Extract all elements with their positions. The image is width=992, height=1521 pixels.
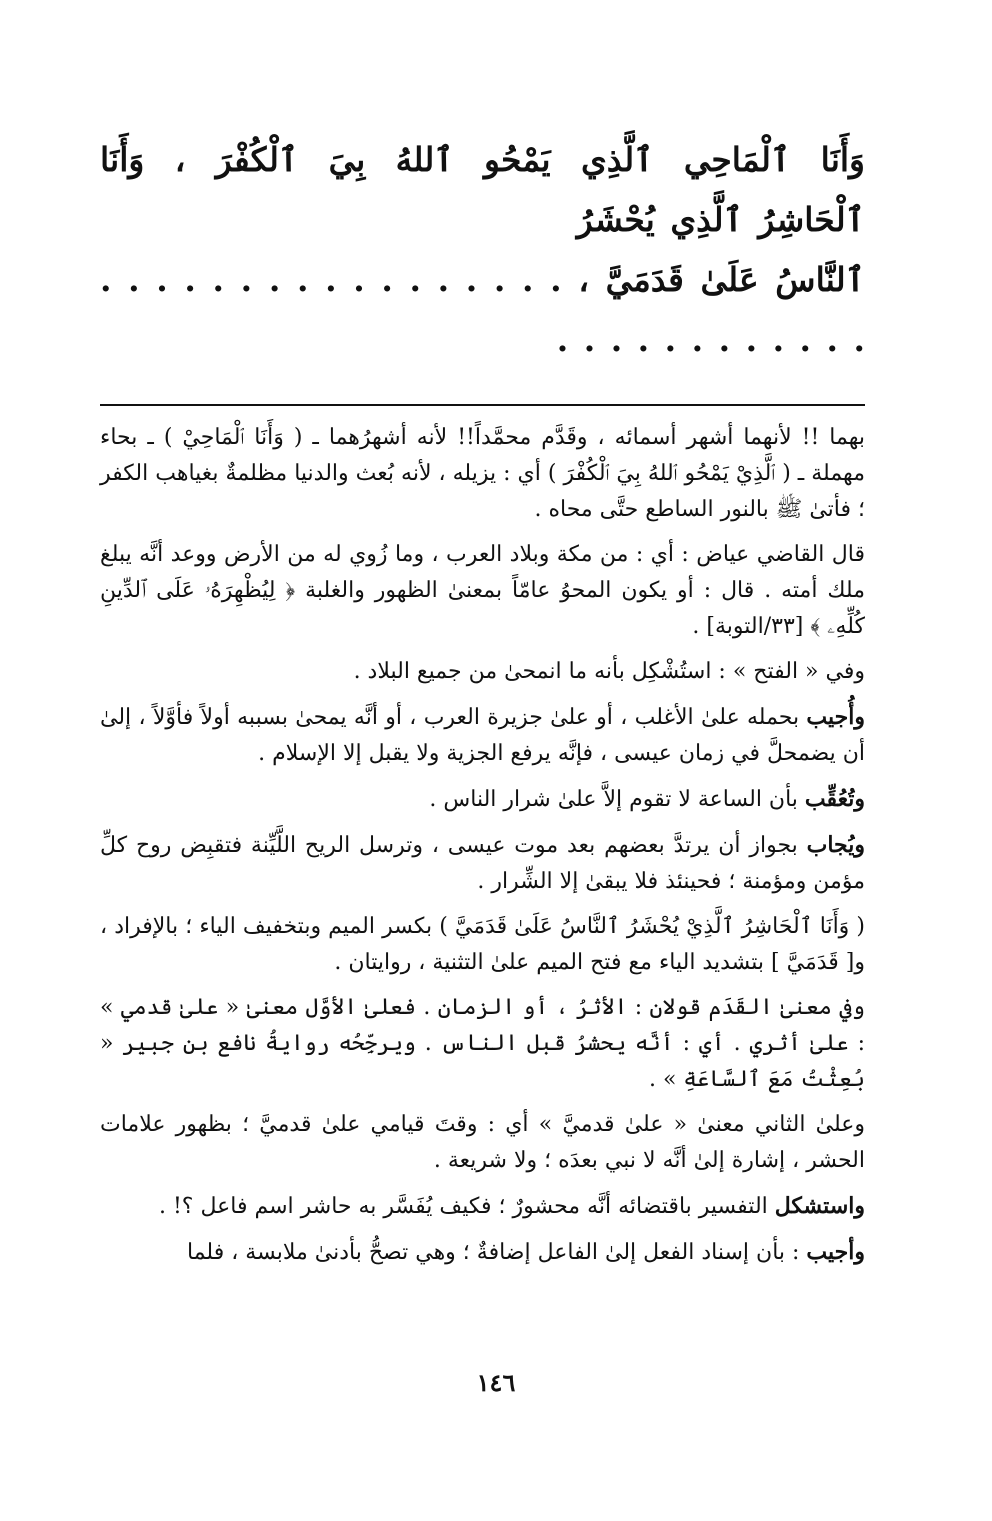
- paragraph-lead: ويُجاب: [806, 832, 865, 858]
- paragraph-text: وعلىٰ الثاني معنىٰ « علىٰ قدميَّ » أي : وقتَ قيامي علىٰ قدميَّ ؛ بظهور علامات الحشر ، إشارة إلىٰ أنَّه لا نبي بعدَه ؛ ولا شريعة .: [100, 1112, 865, 1173]
- paragraph-text: وفي معنىٰ القَدَم قولان : الأثرُ ، أو الزمان . فعلىٰ الأوَّل معنىٰ « علىٰ قدمي » : علىٰ أثري . أي : أنَّه يحشرُ قبل الناس . ويرجِّحُه روايةُ نافع بن جبير « بُعِثْتُ مَعَ ٱلسَّاعَةِ » .: [100, 995, 865, 1092]
- page-body: [100, 130, 865, 1280]
- footnote-divider: [100, 404, 865, 406]
- commentary-paragraph: [100, 1107, 865, 1179]
- commentary-paragraph: [100, 781, 865, 818]
- paragraph-text: التفسير باقتضائه أنَّه محشورٌ ؛ فكيف يُفَسَّر به حاشر اسم فاعل ؟! .: [158, 1194, 775, 1219]
- hadith-line-2: ٱلنَّاسُ عَلَىٰ قَدَمَيَّ ، . . . . . . . . . . . . . . . . . . . . . . . . . . . . .: [100, 260, 865, 359]
- commentary-paragraph: [100, 420, 865, 528]
- commentary-paragraph: [100, 654, 865, 690]
- paragraph-lead: وتُعُقِّب: [804, 786, 865, 812]
- paragraph-text: وفي « الفتح » : استُشْكِل بأنه ما انمحىٰ من جميع البلاد .: [353, 659, 865, 684]
- paragraph-lead: واستشكل: [774, 1193, 865, 1219]
- commentary: [100, 420, 865, 1271]
- paragraph-text: بجواز أن يرتدَّ بعضهم بعد موت عيسى ، وترسل الريح اللَّيِّنة فتقبِض روح كلِّ مؤمن ومؤمنة ؛ فحينئذ فلا يبقىٰ إلا الشِّرار .: [100, 833, 865, 894]
- commentary-paragraph: [100, 990, 865, 1098]
- hadith-text: [100, 130, 865, 370]
- paragraph-text: بأن الساعة لا تقوم إلاَّ علىٰ شرار الناس .: [429, 787, 805, 812]
- commentary-paragraph: [100, 1234, 865, 1271]
- paragraph-text: قال القاضي عياض : أي : من مكة وبلاد العرب ، وما زُوي له من الأرض ووعد أنَّه يبلغ ملك أمته . قال : أو يكون المحوُ عامّاً بمعنىٰ الظهور والغلبة ﴿ لِيُظْهِرَهُۥ عَلَى ٱلدِّينِ كُلِّهِۦ ﴾ [٣٣/التوبة] .: [100, 542, 865, 639]
- paragraph-text: بهما !! لأنهما أشهر أسمائه ، وقَدَّم محمَّداً!! لأنه أشهرُهما ـ ( وَأَنَا ٱلْمَاحِيْ ) ـ بحاء مهملة ـ ( ٱلَّذِيْ يَمْحُو ٱللهُ بِيَ ٱلْكُفْرَ ) أي : يزيله ، لأنه بُعث والدنيا مظلمةٌ بغياهب الكفر ؛ فأتىٰ ﷺ بالنور الساطع حتَّى محاه .: [100, 425, 865, 522]
- commentary-paragraph: [100, 909, 865, 981]
- commentary-paragraph: [100, 699, 865, 772]
- commentary-paragraph: [100, 1188, 865, 1225]
- paragraph-text: بحمله علىٰ الأغلب ، أو علىٰ جزيرة العرب ، أو أنَّه يمحىٰ بسببه أولاً فأوَّلاً ، إلىٰ أن يضمحلَّ في زمان عيسى ، فإنَّه يرفع الجزية ولا يقبل إلا الإسلام .: [100, 705, 865, 766]
- hadith-line-1: وَأَنَا ٱلْمَاحِي ٱلَّذِي يَمْحُو ٱللهُ بِيَ ٱلْكُفْرَ ، وَأَنَا ٱلْحَاشِرُ ٱلَّذِي يُحْشَرُ: [100, 140, 865, 239]
- paragraph-lead: وأُجيب: [806, 704, 865, 730]
- paragraph-text: : بأن إسناد الفعل إلىٰ الفاعل إضافةٌ ؛ وهي تصحُّ بأدنىٰ ملابسة ، فلما: [187, 1240, 807, 1265]
- paragraph-lead: وأجيب: [806, 1239, 865, 1265]
- commentary-paragraph: [100, 827, 865, 900]
- commentary-paragraph: [100, 537, 865, 645]
- page-number: ١٤٦: [476, 1368, 516, 1397]
- paragraph-text: ( وَأَنَا ٱلْحَاشِرُ ٱلَّذِيْ يُحْشَرُ ٱلنَّاسُ عَلَىٰ قَدَمَيَّ ) بكسر الميم وبتخفيف الياء ؛ بالإفراد ، و[ قَدَمَيَّ ] بتشديد الياء مع فتح الميم علىٰ التثنية ، روايتان .: [100, 914, 865, 975]
